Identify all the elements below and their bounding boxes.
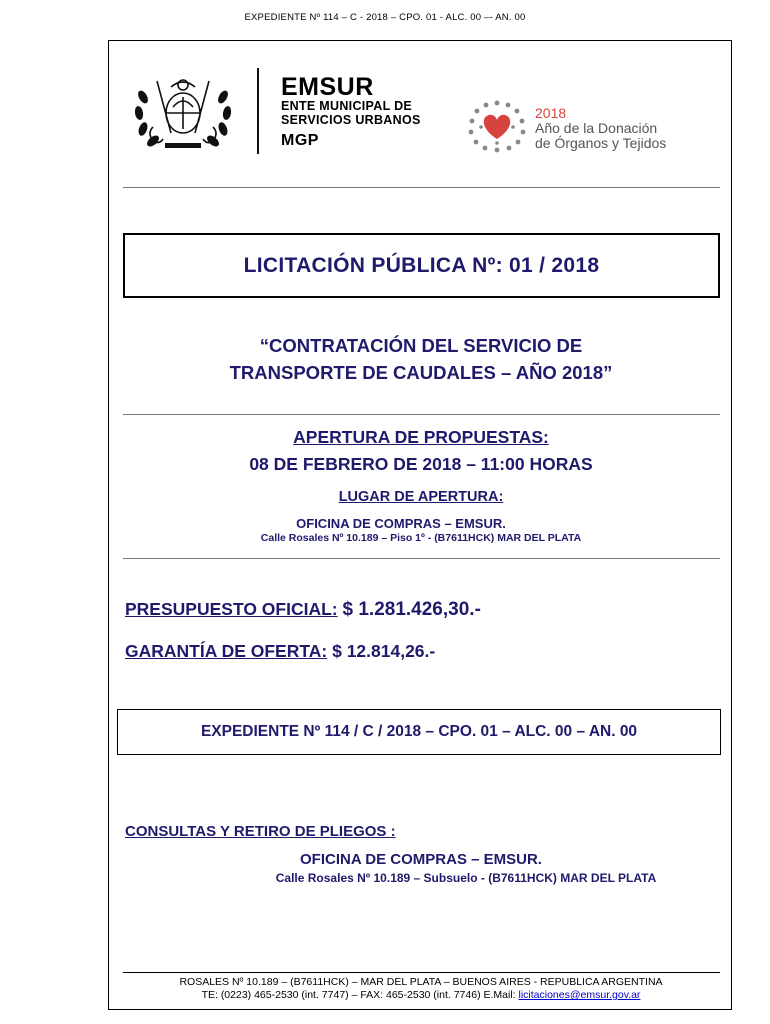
org-abbr: MGP bbox=[281, 132, 319, 149]
consultations-address: Calle Rosales Nº 10.189 – Subsuelo - (B7611HCK) MAR DEL PLATA bbox=[275, 871, 657, 885]
campaign-line-2: de Órganos y Tejidos bbox=[535, 135, 667, 151]
divider bbox=[123, 558, 720, 559]
subject-line-1: “CONTRATACIÓN DEL SERVICIO DE bbox=[259, 335, 583, 356]
guarantee-label: GARANTÍA DE OFERTA: bbox=[125, 641, 328, 661]
org-name: EMSUR bbox=[281, 73, 374, 101]
footer-phone: TE: (0223) 465-2530 (int. 7747) – FAX: 465-2530 (int. 7746) E.Mail: bbox=[201, 989, 519, 1001]
logo-divider bbox=[257, 68, 259, 154]
heart-dots-icon bbox=[467, 99, 527, 153]
place-title: LUGAR DE APERTURA: bbox=[338, 489, 504, 505]
guarantee-row bbox=[125, 641, 435, 662]
budget-row bbox=[125, 599, 481, 621]
budget-value: $ 1.281.426,30.- bbox=[342, 599, 481, 620]
divider bbox=[123, 187, 720, 188]
opening-office: OFICINA DE COMPRAS – EMSUR. bbox=[296, 516, 506, 531]
title-box bbox=[123, 233, 720, 298]
org-subtitle bbox=[281, 99, 421, 127]
org-subtitle-line-1: ENTE MUNICIPAL DE bbox=[281, 99, 413, 113]
footer-divider bbox=[123, 972, 720, 973]
opening-address: Calle Rosales Nº 10.189 – Piso 1º - (B7611HCK) MAR DEL PLATA bbox=[260, 532, 582, 544]
file-number-box bbox=[117, 709, 721, 755]
footer-email-link[interactable]: licitaciones@emsur.gov.ar bbox=[518, 989, 641, 1001]
tender-title: LICITACIÓN PÚBLICA Nº: 01 / 2018 bbox=[243, 253, 600, 277]
campaign-year: 2018 bbox=[535, 105, 567, 121]
coat-of-arms-icon bbox=[129, 67, 237, 155]
divider bbox=[123, 414, 720, 415]
budget-label: PRESUPUESTO OFICIAL: bbox=[125, 599, 338, 619]
consultations-title: CONSULTAS Y RETIRO DE PLIEGOS : bbox=[125, 823, 396, 840]
file-number: EXPEDIENTE Nº 114 / C / 2018 – CPO. 01 – ALC. 00 – AN. 00 bbox=[200, 723, 638, 740]
footer-contact bbox=[109, 989, 733, 1001]
opening-datetime: 08 DE FEBRERO DE 2018 – 11:00 HORAS bbox=[249, 454, 593, 474]
org-subtitle-line-2: SERVICIOS URBANOS bbox=[281, 113, 421, 127]
guarantee-value: $ 12.814,26.- bbox=[332, 641, 436, 661]
document-header: EXPEDIENTE Nº 114 – C - 2018 – CPO. 01 - ALC. 00 –- AN. 00 bbox=[244, 12, 526, 23]
subject-line-2: TRANSPORTE DE CAUDALES – AÑO 2018” bbox=[229, 362, 613, 383]
consultations-office: OFICINA DE COMPRAS – EMSUR. bbox=[300, 851, 542, 868]
opening-title: APERTURA DE PROPUESTAS: bbox=[293, 427, 549, 447]
footer-address: ROSALES Nº 10.189 – (B7611HCK) – MAR DEL PLATA – BUENOS AIRES - REPUBLICA ARGENTINA bbox=[179, 976, 663, 988]
campaign-line-1: Año de la Donación bbox=[535, 120, 658, 136]
page-frame bbox=[108, 40, 732, 1010]
